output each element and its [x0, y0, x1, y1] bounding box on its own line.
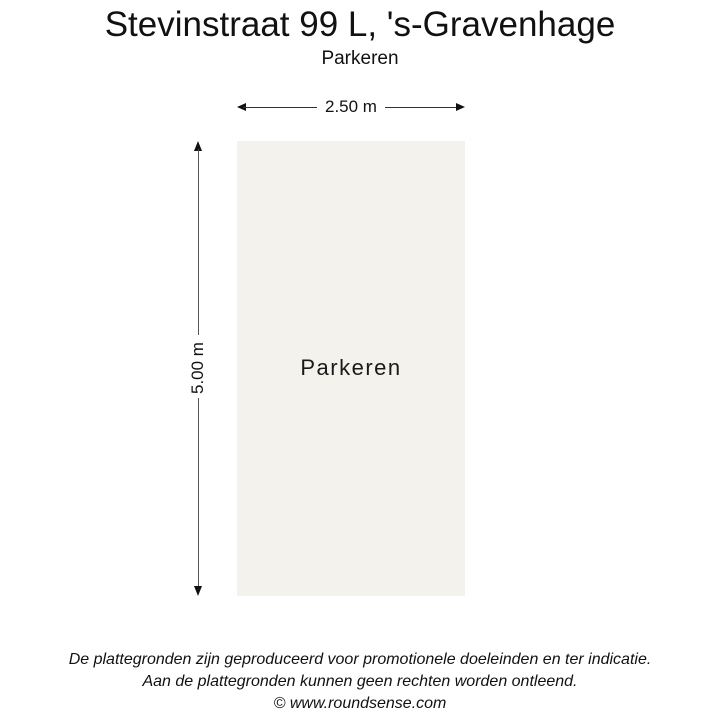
disclaimer — [0, 649, 720, 715]
disclaimer-line-1: De plattegronden zijn geproduceerd voor promotionele doeleinden en ter indicatie. — [68, 651, 652, 668]
dimension-line — [198, 149, 199, 335]
arrow-right-icon — [456, 103, 465, 111]
copyright-line: © www.roundsense.com — [273, 695, 447, 712]
dimension-line — [385, 107, 459, 108]
room-parkeren — [237, 141, 465, 596]
disclaimer-line-2: Aan de plattegronden kunnen geen rechten worden ontleend. — [142, 673, 578, 690]
arrow-down-icon — [194, 586, 202, 596]
room-label: Parkeren — [300, 355, 402, 380]
floor-subtitle: Parkeren — [321, 48, 399, 69]
width-dimension-label: 2.50 m — [325, 97, 377, 116]
height-dimension — [188, 141, 208, 596]
dimension-line — [198, 398, 199, 588]
height-dimension-label: 5.00 m — [188, 342, 207, 394]
page-title: Stevinstraat 99 L, 's-Gravenhage — [104, 5, 616, 44]
width-dimension — [237, 97, 465, 117]
